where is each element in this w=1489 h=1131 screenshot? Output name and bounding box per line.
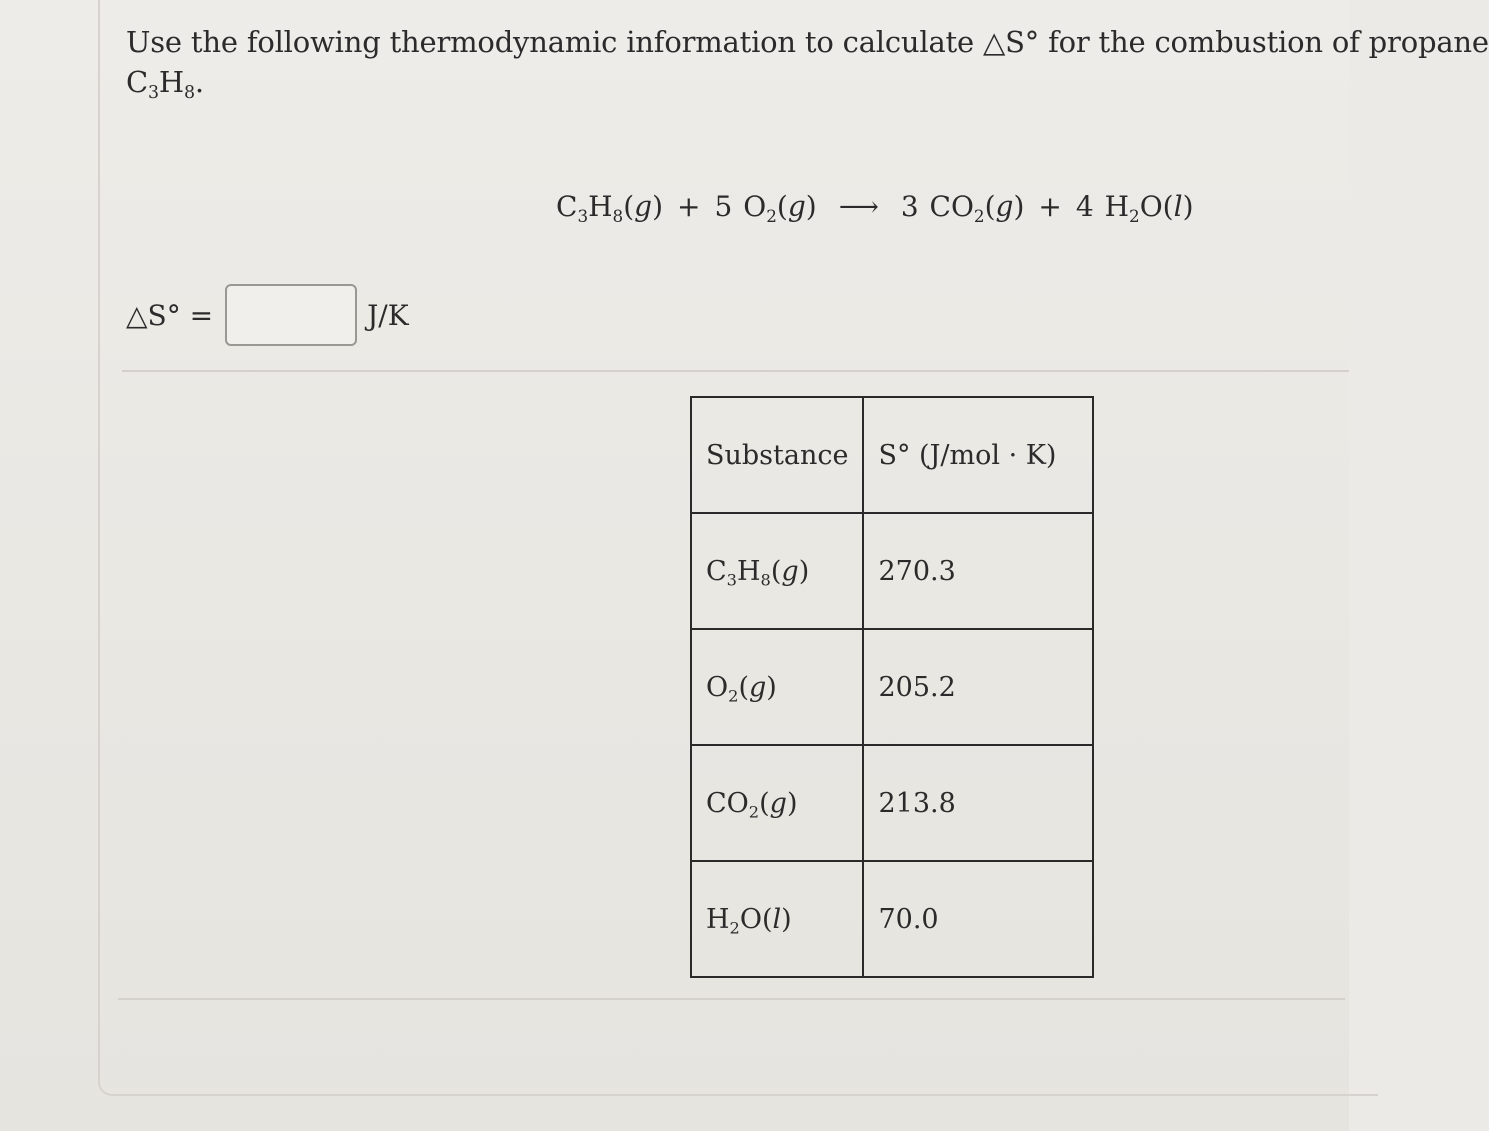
question-species: $C_3H_8$. [126, 65, 204, 104]
plus-sign: + [1038, 190, 1062, 223]
product-water: 4 $H_2O(l)$ [1075, 190, 1194, 226]
substance-cell: $O_2(g)$ [691, 629, 863, 745]
substance-cell: $C_3H_8(g)$ [691, 513, 863, 629]
question-intro: Use the following thermodynamic information to calculate [126, 25, 983, 59]
entropy-table [690, 396, 1094, 978]
reaction-arrow: ⟶ [838, 190, 879, 223]
reactant-propane: $C_3H_8(g)$ [556, 190, 664, 226]
answer-unit: J/K [367, 298, 409, 332]
divider [122, 370, 1349, 372]
answer-row [126, 282, 409, 348]
table-row [691, 861, 1093, 977]
substance-cell: $CO_2(g)$ [691, 745, 863, 861]
product-co2: 3 $CO_2(g)$ [900, 190, 1025, 226]
table-header-row [691, 397, 1093, 513]
question-text [126, 22, 1489, 102]
table-header: S° (J/mol · K) [863, 397, 1093, 513]
delta-s-symbol: △S° [982, 25, 1040, 59]
entropy-value-cell: 205.2 [863, 629, 1093, 745]
table-row [691, 745, 1093, 861]
table-row [691, 513, 1093, 629]
entropy-value-cell: 270.3 [863, 513, 1093, 629]
reactant-oxygen: 5 $O_2(g)$ [714, 190, 817, 226]
entropy-value-cell: 213.8 [863, 745, 1093, 861]
entropy-value-cell: 70.0 [863, 861, 1093, 977]
plus-sign: + [677, 190, 701, 223]
delta-s-answer-input[interactable] [225, 284, 357, 346]
answer-label: △S° = [126, 298, 214, 332]
divider [118, 998, 1345, 1000]
reaction-equation [556, 190, 1194, 226]
table-row [691, 629, 1093, 745]
table-header: Substance [691, 397, 863, 513]
question-outro: for the combustion of propane [1039, 25, 1489, 59]
substance-cell: $H_2O(l)$ [691, 861, 863, 977]
